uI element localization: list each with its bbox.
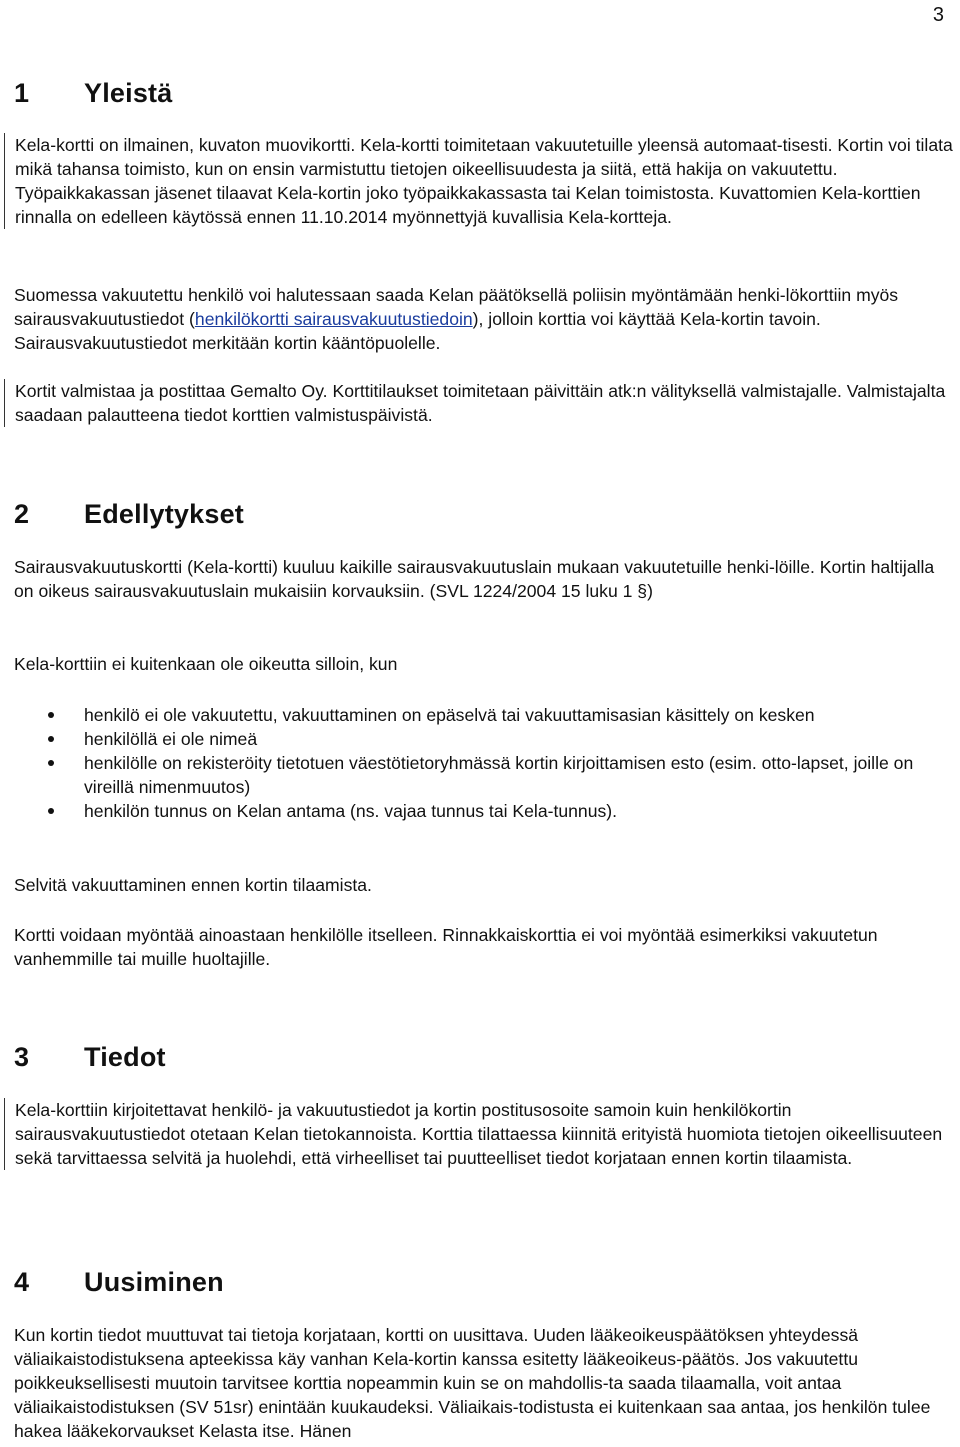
paragraph-text: Kuvattomien Kela-korttien rinnalla on edelleen käytössä ennen 11.10.2014 myönnettyjä kuvallisia Kela-kortteja. <box>15 183 921 227</box>
bullet-icon <box>48 736 54 742</box>
section-title: Yleistä <box>84 78 173 108</box>
paragraph-selvita: Selvitä vakuuttaminen ennen kortin tilaamista. <box>14 875 372 895</box>
paragraph-text: Kela-kortti on ilmainen, kuvaton muovikortti. Kela-kortti toimitetaan vakuutetuille yleensä automaat-tisesti. Kortin voi tilata mikä tahansa toimisto, kun on ensin varmistuttu tietojen oikeellisuudesta ja siitä, että hakija on vakuutettu. Työpaikkakassan jäsenet tilaavat Kela-kortin joko työpaikkakassasta tai Kelan toimistosta. <box>15 135 953 203</box>
paragraph-kortti-myontaa: Kortti voidaan myöntää ainoastaan henkilölle itselleen. Rinnakkaiskorttia ei voi myöntää esimerkiksi vakuutetun vanhemmille tai muille huoltajille. <box>14 925 878 969</box>
section-heading-edellytykset <box>14 499 954 530</box>
paragraph-uusiminen: Kun kortin tiedot muuttuvat tai tietoja korjataan, kortti on uusittava. Uuden lääkeoikeuspäätöksen yhteydessä väliaikaistodistuksena apteekissa käy vanhan Kela-kortin kanssa esitetty lääkeoikeus-päätös. Jos vakuutettu poikkeuksellisesti muutoin tarvitsee korttia nopeammin kuin se on mahdollis-ta saada tilaamalla, voit antaa väliaikaistodistuksen (SV 51sr) enintään kuukaudeksi. Väliaikais-todistusta ei kuitenkaan saa antaa, jos henkilön tulee hakea lääkekorvaukset Kelasta itse. Hänen <box>14 1325 931 1441</box>
paragraph-kela-kortti-general <box>4 133 955 229</box>
section-title: Edellytykset <box>84 499 244 529</box>
paragraph-edellytykset: Sairausvakuutuskortti (Kela-kortti) kuuluu kaikille sairausvakuutuslain mukaan vakuutetuille henki-löille. Kortin haltijalla on oikeus sairausvakuutuslain mukaisiin korvauksiin. (SVL 1224/2004 15 luku 1 §) <box>14 557 935 601</box>
list-item <box>14 751 949 799</box>
paragraph-text: Suomessa vakuutettu henkilö voi halutessaan saada Kelan päätöksellä poliisin myöntämään henki-lökorttiin myös sairausvakuutustiedot ( <box>14 285 899 329</box>
paragraph-gemalto: Kortit valmistaa ja postittaa Gemalto Oy. Korttitilaukset toimitetaan päivittäin atk:n välityksellä valmistajalle. Valmistajalta saadaan palautteena tiedot korttien valmistuspäivistä. <box>4 379 955 427</box>
section-title: Uusiminen <box>84 1267 224 1297</box>
paragraph-henkilokortti <box>14 283 954 355</box>
list-item <box>14 727 949 751</box>
bullet-icon <box>48 808 54 814</box>
section-heading-uusiminen <box>14 1267 954 1298</box>
bullet-icon <box>48 760 54 766</box>
paragraph-ei-oikeutta: Kela-korttiin ei kuitenkaan ole oikeutta silloin, kun <box>14 654 398 674</box>
list-item-text: henkilö ei ole vakuutettu, vakuuttaminen on epäselvä tai vakuuttamisasian käsittely on kesken <box>84 705 815 725</box>
paragraph-text: ), jolloin korttia voi käyttää Kela-kortin tavoin. Sairausvakuutustiedot merkitään kortin kääntöpuolelle. <box>14 309 821 353</box>
section-title: Tiedot <box>84 1042 166 1072</box>
section-heading-yleista <box>14 78 954 109</box>
page-number: 3 <box>932 4 944 26</box>
bullet-list <box>14 703 949 823</box>
henkilokortti-link[interactable]: henkilökortti sairausvakuutustiedoin <box>194 309 473 329</box>
list-item-text: henkilön tunnus on Kelan antama (ns. vajaa tunnus tai Kela-tunnus). <box>84 801 618 821</box>
list-item <box>14 799 949 823</box>
section-number: 1 <box>14 78 30 108</box>
list-item-text: henkilöllä ei ole nimeä <box>84 729 258 749</box>
list-item <box>14 703 949 727</box>
paragraph-tiedot: Kela-korttiin kirjoitettavat henkilö- ja vakuutustiedot ja kortin postitusosoite samoin kuin henkilökortin sairausvakuutustiedot otetaan Kelan tietokannoista. Korttia tilattaessa kiinnitä erityistä huomiota tietojen oikeellisuuteen sekä tarvittaessa selvitä ja huolehdi, että virheelliset tai puutteelliset tiedot korjataan ennen kortin tilaamista. <box>4 1098 955 1170</box>
section-heading-tiedot <box>14 1042 954 1073</box>
section-number: 2 <box>14 499 30 529</box>
bullet-icon <box>48 712 54 718</box>
section-number: 3 <box>14 1042 30 1072</box>
list-item-text: henkilölle on rekisteröity tietotuen väestötietoryhmässä kortin kirjoittamisen esto (esim. otto-lapset, joille on vireillä nimenmuutos) <box>84 753 914 797</box>
section-number: 4 <box>14 1267 30 1297</box>
